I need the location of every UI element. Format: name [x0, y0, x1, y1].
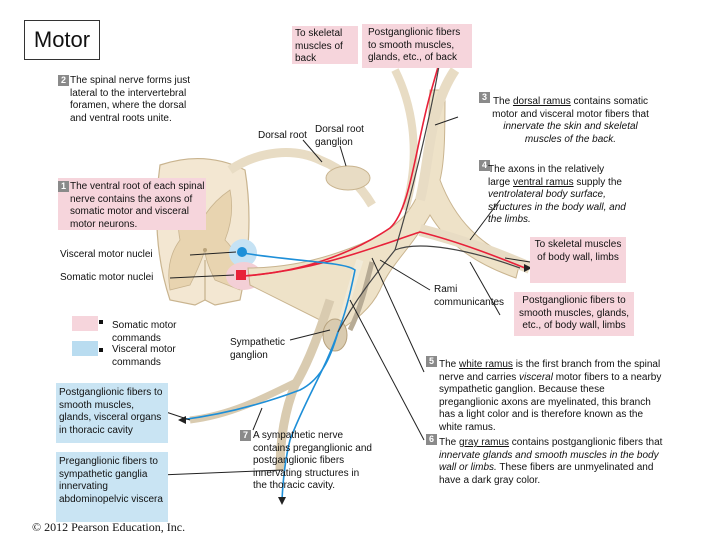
- label-preganglionic-abdominopelvic: Preganglionic fibers to sympathetic ganglia innervating abdominopelvic viscera: [56, 452, 168, 522]
- label-visceral-motor-nuclei: Visceral motor nuclei: [60, 249, 153, 260]
- note-3-number: 3: [479, 92, 490, 103]
- label-sympathetic-ganglion: Sympathetic ganglion: [230, 337, 286, 361]
- legend-label-visceral: Visceral motor commands: [112, 344, 176, 368]
- page-title: Motor: [24, 20, 100, 60]
- note-4: The axons in the relatively large ventral ramus supply the ventrolateral body surface, structures in the body wall, and the limbs.: [488, 164, 626, 226]
- visceral-neuron: [237, 247, 247, 257]
- note-7-number: 7: [240, 430, 251, 441]
- legend-swatch-visceral: [72, 341, 98, 356]
- label-to-skeletal-body-wall: To skeletal muscles of body wall, limbs: [530, 237, 626, 283]
- note-5: The white ramus is the first branch from the spinal nerve and carries visceral motor fibers to a nearby sympathetic ganglion. Because these preganglionic axons are myelinated, this branch has a light color and is therefore known as the white ramus.: [439, 359, 662, 433]
- sympathetic-ganglion-shape: [323, 319, 347, 351]
- label-rami-communicantes: Rami communicantes: [434, 284, 505, 308]
- legend-swatch-somatic: [72, 316, 98, 331]
- label-postganglionic-thoracic: Postganglionic fibers to smooth muscles, glands, visceral organs in thoracic cavity: [56, 383, 168, 443]
- note-3: The dorsal ramus contains somatic motor and visceral motor fibers that innervate the skin and skeletal muscles of the back.: [492, 96, 649, 145]
- label-dorsal-root: Dorsal root: [258, 130, 307, 141]
- dorsal-root-ganglion-shape: [326, 166, 370, 190]
- legend-bullet-somatic: [99, 320, 103, 324]
- note-5-number: 5: [426, 356, 437, 367]
- legend-bullet-visceral: [99, 348, 103, 352]
- note-2-number: 2: [58, 75, 69, 86]
- note-1: The ventral root of each spinal nerve contains the axons of somatic motor and visceral motor neurons.: [70, 181, 205, 230]
- legend-label-somatic: Somatic motor commands: [112, 320, 177, 344]
- somatic-neuron: [236, 270, 246, 280]
- label-postganglionic-body-wall: Postganglionic fibers to smooth muscles, glands, etc., of body wall, limbs: [514, 292, 634, 336]
- label-somatic-motor-nuclei: Somatic motor nuclei: [60, 272, 154, 283]
- copyright: © 2012 Pearson Education, Inc.: [32, 520, 186, 534]
- note-6-number: 6: [426, 434, 437, 445]
- note-4-number: 4: [479, 160, 490, 171]
- label-to-skeletal-back: To skeletal muscles of back: [292, 26, 358, 64]
- arrow-down-icon: [278, 497, 286, 505]
- label-dorsal-root-ganglion: Dorsal root ganglion: [315, 124, 364, 148]
- note-2: The spinal nerve forms just lateral to the intervertebral foramen, where the dorsal and ventral roots unite.: [70, 75, 191, 124]
- note-1-number: 1: [58, 181, 69, 192]
- note-7: A sympathetic nerve contains preganglionic and postganglionic fibers innervating structures in the thoracic cavity.: [253, 430, 372, 492]
- note-6: The gray ramus contains postganglionic fibers that innervate glands and smooth muscles in the body wall or limbs. These fibers are unmyelinated and have a dark gray color.: [439, 437, 663, 486]
- label-postganglionic-back: Postganglionic fibers to smooth muscles, glands, etc., of back: [362, 24, 472, 68]
